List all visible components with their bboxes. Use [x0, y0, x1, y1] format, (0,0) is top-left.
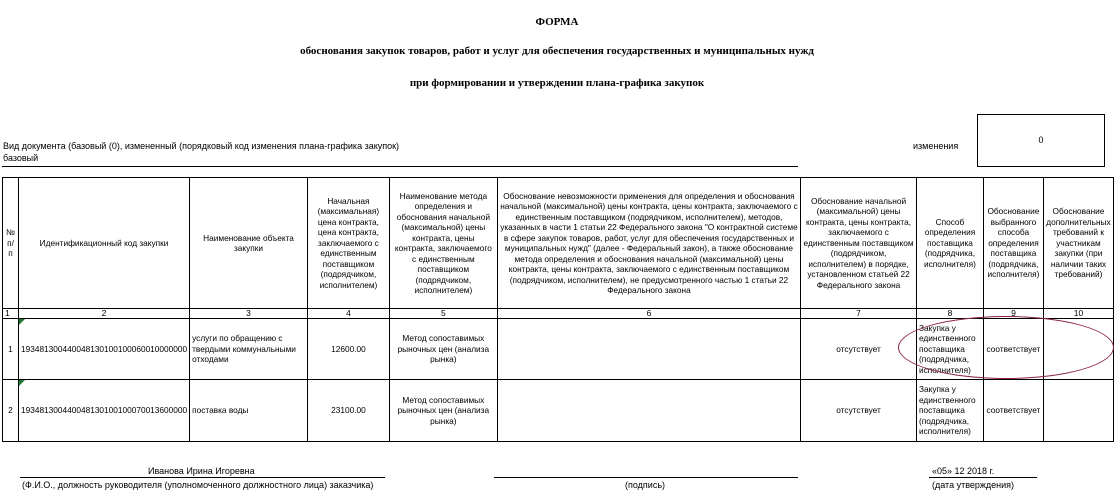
signature-line	[494, 477, 798, 478]
header-cell: Обоснование выбранного способа определения поставщика (подрядчика, исполнителя)	[983, 178, 1043, 309]
column-number: 5	[389, 309, 497, 319]
column-number: 2	[18, 309, 189, 319]
column-number: 1	[3, 309, 19, 319]
price-justification-cell[interactable]: отсутствует	[801, 319, 917, 380]
way-justification-cell[interactable]: соответствует	[983, 380, 1043, 442]
doc-type-underline	[2, 166, 798, 167]
header-cell: Обоснование начальной (максимальной) цены контракта, цены контракта, заключаемого с единственным поставщиком (подрядчиком, исполнителем) в порядке, установленном статьей 22 Федерального закона	[801, 178, 917, 309]
column-number: 6	[497, 309, 800, 319]
extra-requirements-cell[interactable]	[1043, 380, 1113, 442]
change-value-box[interactable]: 0	[977, 114, 1105, 167]
row-number[interactable]: 1	[3, 319, 19, 380]
purchase-code-cell[interactable]: 193481300440048130100100070013600000	[18, 380, 189, 442]
form-title: ФОРМА	[535, 16, 579, 28]
purchase-object-cell[interactable]: услуги по обращению с твердыми коммунальными отходами	[190, 319, 308, 380]
doc-type-block	[3, 140, 423, 164]
change-label: изменения	[913, 141, 959, 151]
doc-type-label: Вид документа (базовый (0), измененный (порядковый код изменения плана-графика закупок)	[3, 141, 400, 151]
supplier-way-cell[interactable]: Закупка у единственного поставщика (подрядчика, исполнителя)	[916, 319, 983, 380]
procurement-table	[2, 177, 1114, 442]
method-cell[interactable]: Метод сопоставимых рыночных цен (анализа рынка)	[389, 319, 497, 380]
price-cell[interactable]: 23100.00	[307, 380, 389, 442]
price-justification-cell[interactable]: отсутствует	[801, 380, 917, 442]
column-number: 10	[1043, 309, 1113, 319]
date-caption: (дата утверждения)	[932, 480, 1015, 490]
row-number[interactable]: 2	[3, 380, 19, 442]
header-cell: Наименование метода определения и обоснования начальной (максимальной) цены контракта, цены контракта, заключаемого с единственным поставщиком (подрядчиком, исполнителем)	[389, 178, 497, 309]
column-number: 3	[190, 309, 308, 319]
column-number: 8	[916, 309, 983, 319]
method-cell[interactable]: Метод сопоставимых рыночных цен (анализа рынка)	[389, 380, 497, 442]
signer-name-line	[20, 477, 385, 478]
header-cell: Идентификационный код закупки	[18, 178, 189, 309]
way-justification-cell[interactable]: соответствует	[983, 319, 1043, 380]
price-cell[interactable]: 12600.00	[307, 319, 389, 380]
impossibility-cell[interactable]	[497, 380, 800, 442]
header-cell: Способ определения поставщика (подрядчика, исполнителя)	[916, 178, 983, 309]
signature-caption: (подпись)	[625, 480, 666, 490]
form-subtitle-2: при формировании и утверждении плана-графика закупок	[409, 77, 705, 89]
purchase-object-cell[interactable]: поставка воды	[190, 380, 308, 442]
header-cell: Наименование объекта закупки	[190, 178, 308, 309]
header-cell: № п/п	[3, 178, 19, 309]
extra-requirements-cell[interactable]	[1043, 319, 1113, 380]
header-cell: Обоснование дополнительных требований к участникам закупки (при наличии таких требований)	[1043, 178, 1113, 309]
impossibility-cell[interactable]	[497, 319, 800, 380]
purchase-code-cell[interactable]: 193481300440048130100100060010000000	[18, 319, 189, 380]
column-number: 9	[983, 309, 1043, 319]
table-row	[3, 380, 1114, 442]
form-subtitle: обоснования закупок товаров, работ и услуг для обеспечения государственных и муниципальных нужд	[300, 45, 814, 57]
column-number: 7	[801, 309, 917, 319]
header-cell: Обоснование невозможности применения для определения и обоснования начальной (максимальной) цены контракта, цены контракта, заключаемого с единственным поставщиком (подрядчиком, исполнителем), методов, указанных в части 1 статьи 22 Федерального закона "О контрактной системе в сфере закупок товаров, работ, услуг для обеспечения государственных и муниципальных нужд" (далее - Федеральный закон), а также обоснование метода определения и обоснования начальной (максимальной) цены контракта, цены контракта, заключаемого с единственным поставщиком (подрядчиком, исполнителем), не предусмотренного частью 1 статьи 22 Федерального закона	[497, 178, 800, 309]
doc-type-value: базовый	[3, 153, 39, 163]
signer-name-caption: (Ф.И.О., должность руководителя (уполномоченного должностного лица) заказчика)	[22, 480, 374, 490]
table-header-row	[3, 178, 1114, 309]
header-cell: Начальная (максимальная) цена контракта, цена контракта, заключаемого с единственным поставщиком (подрядчиком, исполнителем)	[307, 178, 389, 309]
column-number: 4	[307, 309, 389, 319]
approval-date: «05» 12 2018 г.	[932, 466, 995, 476]
date-line	[929, 477, 1037, 478]
signer-name: Иванова Ирина Игоревна	[148, 466, 255, 476]
table-row	[3, 319, 1114, 380]
column-number-row	[3, 309, 1114, 319]
supplier-way-cell[interactable]: Закупка у единственного поставщика (подрядчика, исполнителя)	[916, 380, 983, 442]
